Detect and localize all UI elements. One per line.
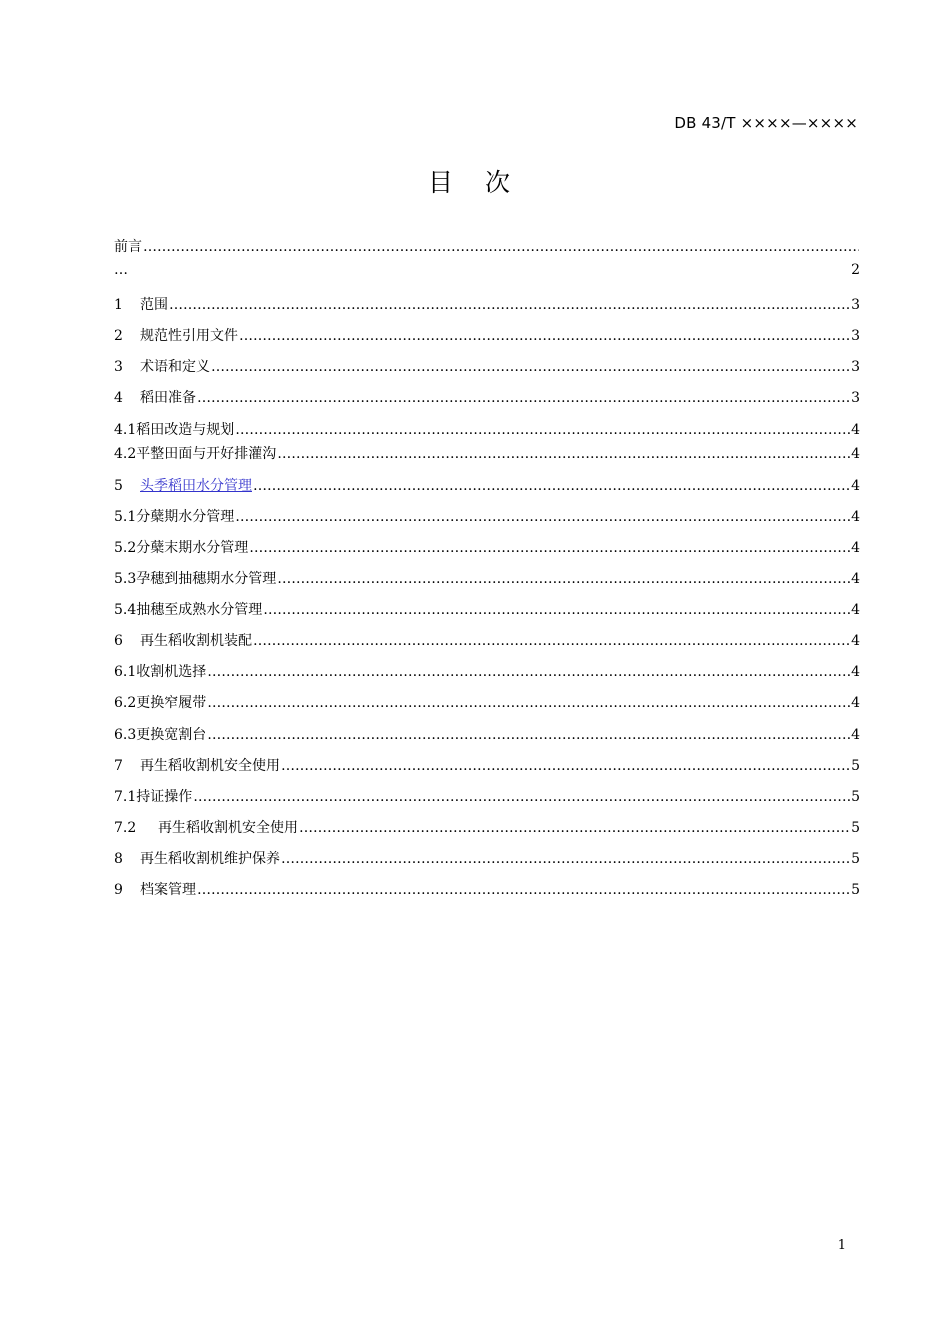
toc-entry-page: 4 bbox=[851, 695, 860, 711]
toc-entry-6-2[interactable] bbox=[114, 692, 860, 712]
toc-entry-label: 再生稻收割机安全使用 bbox=[158, 820, 298, 836]
toc-entry-number: 7 bbox=[114, 758, 123, 774]
toc-entry-number: 5 bbox=[114, 478, 123, 494]
toc-entry-page: 3 bbox=[851, 390, 860, 406]
toc-entry-label: 稻田准备 bbox=[140, 390, 196, 406]
toc-entry-3[interactable] bbox=[114, 356, 860, 376]
toc-entry-label: 持证操作 bbox=[136, 789, 193, 805]
toc-entry-page: 5 bbox=[851, 820, 860, 836]
toc-leader bbox=[207, 664, 850, 680]
toc-leader bbox=[253, 478, 850, 494]
toc-entry-number: 5.2 bbox=[114, 540, 137, 556]
toc-entry-page: 3 bbox=[851, 297, 860, 313]
toc-entry-4[interactable] bbox=[114, 387, 860, 407]
standard-code: DB 43/T ××××—×××× bbox=[674, 114, 858, 132]
toc-entry-number: 5.3 bbox=[114, 571, 137, 587]
toc-entry-4-1[interactable] bbox=[114, 419, 860, 439]
toc-entry-page: 4 bbox=[851, 422, 860, 438]
toc-leader bbox=[207, 695, 850, 711]
toc-leader bbox=[211, 359, 850, 375]
toc-leader bbox=[193, 789, 850, 805]
toc-entry-6-1[interactable] bbox=[114, 661, 860, 681]
toc-entry-5-1[interactable] bbox=[114, 506, 860, 526]
toc-entry-label: 术语和定义 bbox=[140, 359, 210, 375]
toc-entry-number: 6.3 bbox=[114, 727, 137, 743]
toc-entry-number: 5.1 bbox=[114, 509, 137, 525]
toc-entry-page: 2 bbox=[851, 262, 860, 278]
toc-entry-number: 9 bbox=[114, 882, 123, 898]
toc-entry-page: 5 bbox=[851, 851, 860, 867]
toc-leader bbox=[281, 758, 850, 774]
toc-entry-9[interactable] bbox=[114, 879, 860, 899]
toc-entry-number: 4 bbox=[114, 390, 123, 406]
toc-entry-1[interactable] bbox=[114, 294, 860, 314]
toc-entry-number: 7.1 bbox=[114, 789, 137, 805]
toc-entry-number: 4.1 bbox=[114, 422, 137, 438]
toc-entry-number: 3 bbox=[114, 359, 123, 375]
toc-leader bbox=[239, 328, 850, 344]
toc-entry-page: 4 bbox=[851, 446, 860, 462]
toc-leader bbox=[169, 297, 850, 313]
toc-entry-7-1[interactable] bbox=[114, 786, 860, 806]
toc-leader bbox=[235, 509, 850, 525]
toc-entry-5[interactable] bbox=[114, 475, 860, 495]
toc-entry-number: 7.2 bbox=[114, 820, 137, 836]
toc-leader bbox=[277, 446, 850, 462]
toc-entry-label: 孕穗到抽穗期水分管理 bbox=[136, 571, 277, 587]
toc-entry-5-2[interactable] bbox=[114, 537, 860, 557]
toc-entry-4-2[interactable] bbox=[114, 443, 860, 463]
toc-entry-link[interactable]: 头季稻田水分管理 bbox=[140, 478, 252, 494]
toc-leader bbox=[249, 540, 850, 556]
toc-entry-page: 4 bbox=[851, 571, 860, 587]
toc-leader bbox=[253, 633, 850, 649]
toc-entry-label: 分蘖期水分管理 bbox=[136, 509, 235, 525]
toc-entry-page: 4 bbox=[851, 602, 860, 618]
toc-entry-7[interactable] bbox=[114, 755, 860, 775]
toc-entry-page: 5 bbox=[851, 789, 860, 805]
toc-entry-number: 5.4 bbox=[114, 602, 137, 618]
toc-entry-page: 5 bbox=[851, 882, 860, 898]
toc-entry-5-4[interactable] bbox=[114, 599, 860, 619]
toc-leader bbox=[197, 882, 850, 898]
toc-entry-page: 3 bbox=[851, 328, 860, 344]
toc-leader bbox=[197, 390, 850, 406]
toc-entry-8[interactable] bbox=[114, 848, 860, 868]
toc-entry-label: 更换窄履带 bbox=[136, 695, 207, 711]
toc-entry-5-3[interactable] bbox=[114, 568, 860, 588]
toc-entry-label: 再生稻收割机安全使用 bbox=[140, 758, 280, 774]
toc-entry-page: 4 bbox=[851, 540, 860, 556]
toc-leader bbox=[263, 602, 850, 618]
toc-entry-page: 4 bbox=[851, 664, 860, 680]
toc-entry-page: 4 bbox=[851, 727, 860, 743]
toc-leader bbox=[143, 239, 859, 255]
toc-leader bbox=[299, 820, 850, 836]
toc-entry-number: 6.1 bbox=[114, 664, 137, 680]
toc-entry-label: 前言 bbox=[114, 239, 142, 255]
toc-entry-label: 分蘖末期水分管理 bbox=[136, 540, 249, 556]
toc-leader bbox=[277, 571, 850, 587]
toc-entry-label: 档案管理 bbox=[140, 882, 196, 898]
toc-leader bbox=[281, 851, 850, 867]
toc-entry-label: 更换宽割台 bbox=[136, 727, 207, 743]
toc-entry-number: 4.2 bbox=[114, 446, 137, 462]
toc-entry-label: 再生稻收割机装配 bbox=[140, 633, 252, 649]
toc-entry-number: 6 bbox=[114, 633, 123, 649]
page-number: 1 bbox=[837, 1238, 846, 1253]
toc-leader-tail: … bbox=[114, 262, 128, 278]
toc-entry-label: 抽穗至成熟水分管理 bbox=[136, 602, 263, 618]
toc-entry-number: 1 bbox=[114, 297, 123, 313]
toc-entry-page: 4 bbox=[851, 509, 860, 525]
toc-entry-6[interactable] bbox=[114, 630, 860, 650]
toc-entry-page: 4 bbox=[851, 633, 860, 649]
toc-leader bbox=[235, 422, 850, 438]
toc-entry-7-2[interactable] bbox=[114, 817, 860, 837]
toc-entry-number: 6.2 bbox=[114, 695, 137, 711]
toc-entry-page: 5 bbox=[851, 758, 860, 774]
toc-entry-foreword-continuation bbox=[114, 262, 860, 282]
toc-leader bbox=[207, 727, 850, 743]
toc-entry-number: 2 bbox=[114, 328, 123, 344]
toc-entry-label: 平整田面与开好排灌沟 bbox=[136, 446, 277, 462]
toc-entry-2[interactable] bbox=[114, 325, 860, 345]
page-title: 目 次 bbox=[428, 168, 522, 197]
toc-entry-6-3[interactable] bbox=[114, 724, 860, 744]
toc-entry-number: 8 bbox=[114, 851, 123, 867]
toc-entry-label: 收割机选择 bbox=[136, 664, 207, 680]
toc-entry-label: 规范性引用文件 bbox=[140, 328, 238, 344]
toc-entry-page: 4 bbox=[851, 478, 860, 494]
toc-entry-page: 3 bbox=[851, 359, 860, 375]
toc-entry-label: 范围 bbox=[140, 297, 168, 313]
toc-entry-label: 再生稻收割机维护保养 bbox=[140, 851, 280, 867]
toc-entry-foreword[interactable] bbox=[114, 236, 860, 256]
toc-entry-label: 稻田改造与规划 bbox=[136, 422, 235, 438]
